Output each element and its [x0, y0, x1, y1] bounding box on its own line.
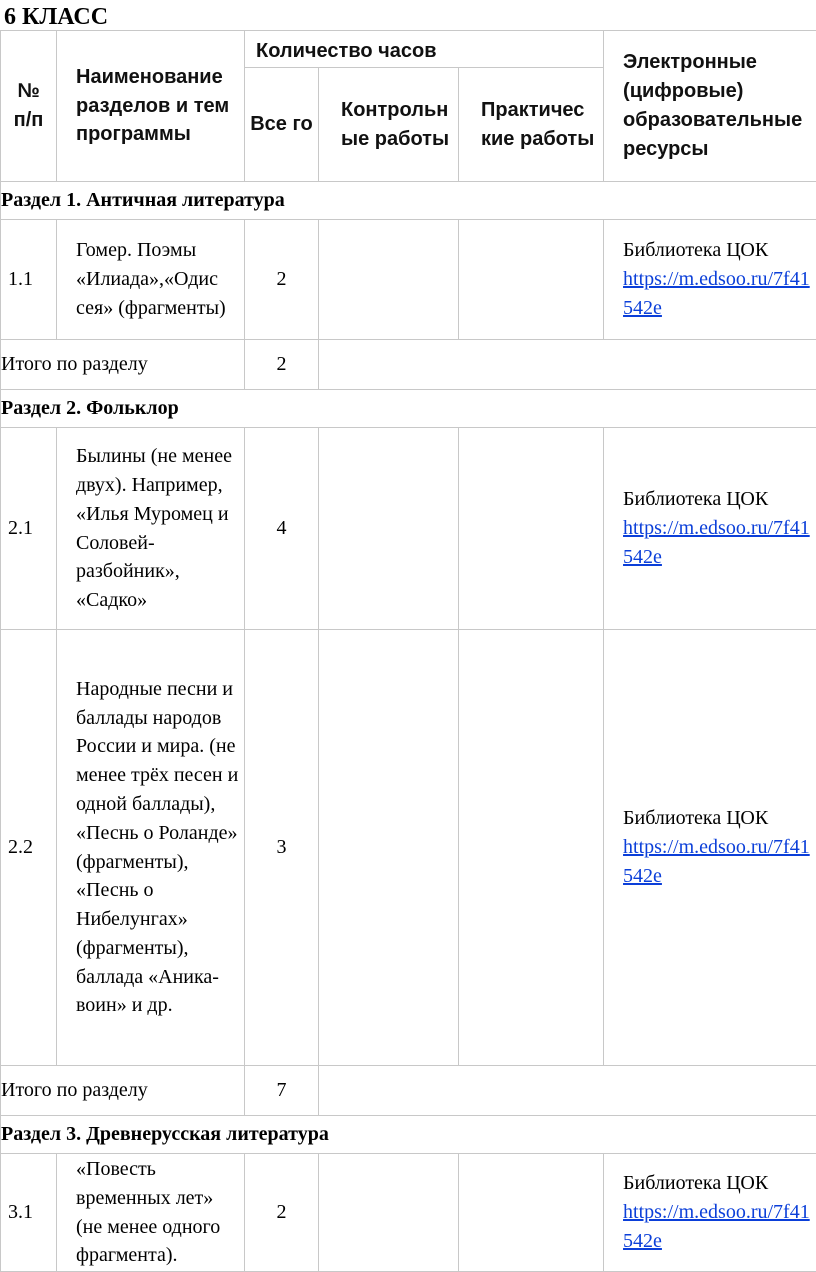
- resource-library-label: Библиотека ЦОК: [623, 236, 816, 265]
- table-row: [1, 1154, 816, 1272]
- subtotal-row: [1, 1066, 816, 1116]
- subtotal-empty: [319, 340, 816, 390]
- resource-library-label: Библиотека ЦОК: [623, 485, 816, 514]
- row-resource: [604, 428, 816, 630]
- row-total-hours: 2: [245, 1154, 319, 1272]
- row-practice-works: [459, 630, 604, 1066]
- section-row: [1, 1116, 816, 1154]
- resource-link[interactable]: https://m.edsoo.ru/7f41542e: [623, 514, 816, 572]
- curriculum-table: [0, 30, 816, 1272]
- row-topic: «Повесть временных лет» (не менее одного фрагмента).: [57, 1154, 245, 1272]
- resource-link[interactable]: https://m.edsoo.ru/7f41542e: [623, 265, 816, 323]
- row-resource: [604, 630, 816, 1066]
- header-practice: Практичес кие работы: [459, 68, 604, 182]
- row-practice-works: [459, 1154, 604, 1272]
- resource-library-label: Библиотека ЦОК: [623, 804, 816, 833]
- row-number: 1.1: [1, 220, 57, 340]
- resource-link[interactable]: https://m.edsoo.ru/7f41542e: [623, 1198, 816, 1256]
- subtotal-row: [1, 340, 816, 390]
- resource-library-label: Библиотека ЦОК: [623, 1169, 816, 1198]
- section-row: [1, 182, 816, 220]
- subtotal-label: Итого по разделу: [1, 1066, 245, 1116]
- header-resources: Электронные (цифровые) образовательные ресурсы: [604, 31, 816, 182]
- subtotal-empty: [319, 1066, 816, 1116]
- section-title: Раздел 2. Фольклор: [1, 390, 816, 428]
- table-row: [1, 630, 816, 1066]
- row-practice-works: [459, 220, 604, 340]
- row-number: 2.2: [1, 630, 57, 1066]
- row-control-works: [319, 630, 459, 1066]
- subtotal-label: Итого по разделу: [1, 340, 245, 390]
- row-control-works: [319, 1154, 459, 1272]
- row-topic: Былины (не менее двух). Например, «Илья Муромец и Соловей-разбойник», «Садко»: [57, 428, 245, 630]
- subtotal-value: 7: [245, 1066, 319, 1116]
- resource-link[interactable]: https://m.edsoo.ru/7f41542e: [623, 833, 816, 891]
- row-total-hours: 2: [245, 220, 319, 340]
- subtotal-value: 2: [245, 340, 319, 390]
- row-control-works: [319, 220, 459, 340]
- page-title: 6 КЛАСС: [4, 2, 108, 32]
- row-control-works: [319, 428, 459, 630]
- header-row: [1, 31, 816, 68]
- row-practice-works: [459, 428, 604, 630]
- header-control: Контрольн ые работы: [319, 68, 459, 182]
- row-total-hours: 4: [245, 428, 319, 630]
- section-row: [1, 390, 816, 428]
- header-hours: Количество часов: [245, 31, 604, 68]
- header-name: Наименование разделов и тем программы: [57, 31, 245, 182]
- row-topic: Народные песни и баллады народов России и мира. (не менее трёх песен и одной баллады), «Песнь о Роланде» (фрагменты), «Песнь о Нибелунгах» (фрагменты), баллада «Аника-воин» и др.: [57, 630, 245, 1066]
- header-num: № п/п: [1, 31, 57, 182]
- table-row: [1, 220, 816, 340]
- section-title: Раздел 1. Античная литература: [1, 182, 816, 220]
- row-resource: [604, 220, 816, 340]
- section-title: Раздел 3. Древнерусская литература: [1, 1116, 816, 1154]
- row-number: 2.1: [1, 428, 57, 630]
- row-number: 3.1: [1, 1154, 57, 1272]
- header-total: Все го: [245, 68, 319, 182]
- row-resource: [604, 1154, 816, 1272]
- row-total-hours: 3: [245, 630, 319, 1066]
- table-row: [1, 428, 816, 630]
- row-topic: Гомер. Поэмы «Илиада»,«Одис сея» (фрагменты): [57, 220, 245, 340]
